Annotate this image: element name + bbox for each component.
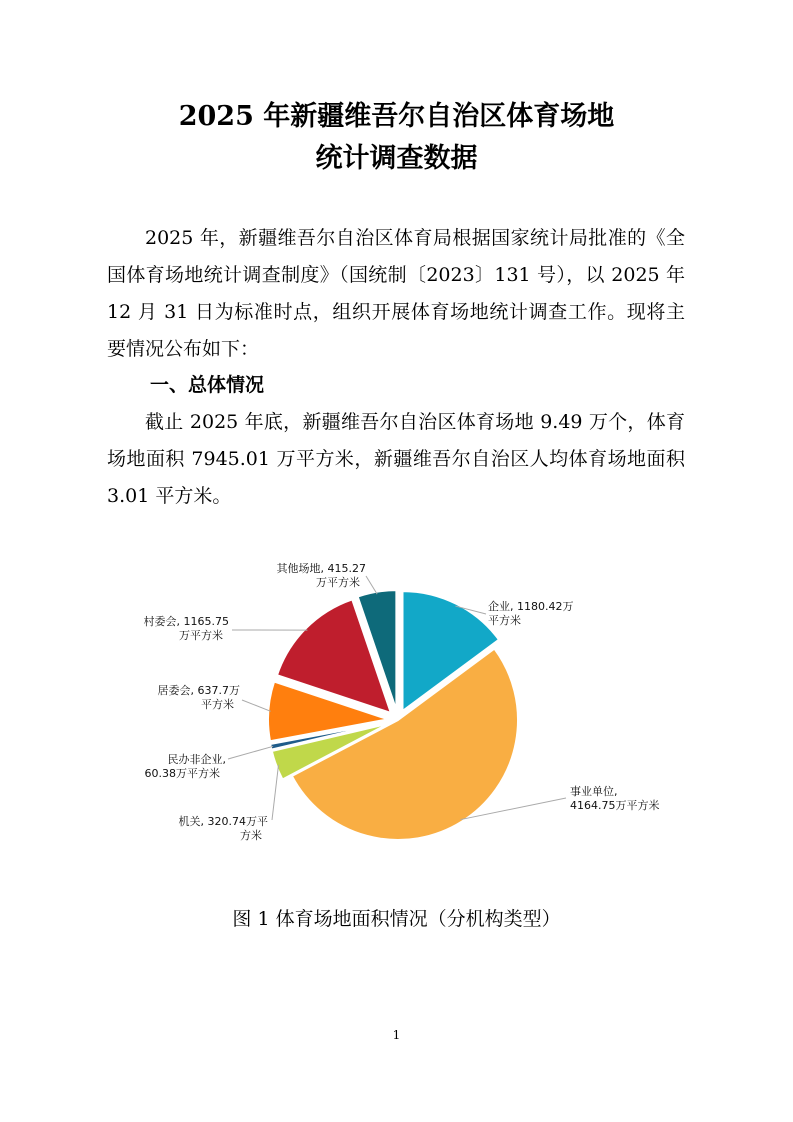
data-label-1: 企业, 1180.42万平方米 (488, 600, 574, 627)
data-label-6: 村委会, 1165.75 万平方米 (143, 615, 229, 642)
section1-body: 截止 2025 年底，新疆维吾尔自治区体育场地 9.49 万个，体育场地面积 7945.01 万平方米，新疆维吾尔自治区人均体育场地面积 3.01 平方米。 (107, 411, 685, 507)
leader-line-7 (366, 576, 377, 594)
pie-chart (100, 550, 700, 870)
data-label-2: 事业单位, 4164.75万平方米 (570, 785, 660, 812)
data-label-4: 民办非企业, 60.38万平方米 (144, 753, 226, 780)
data-label-7: 其他场地, 415.27 万平方米 (276, 562, 366, 589)
document-title-line1: 2025 年新疆维吾尔自治区体育场地 (178, 101, 615, 132)
data-label-3: 机关, 320.74万平方米 (178, 815, 268, 842)
intro-paragraph: 2025 年，新疆维吾尔自治区体育局根据国家统计局批准的《全国体育场地统计调查制度》（国统制〔2023〕131 号），以 2025 年 12 月 31 日为标准时点，组织开展体育场地统计调查工作。现将主要情况公布如下： (107, 227, 685, 360)
pie-slices (268, 590, 518, 840)
document-title-line2: 统计调查数据 (315, 143, 478, 174)
figure-caption: 图 1 体育场地面积情况（分机构类型） (232, 908, 561, 930)
leader-line-5 (242, 700, 271, 711)
section1-heading: 一、总体情况 (150, 374, 265, 396)
data-label-5: 居委会, 637.7万平方米 (157, 684, 240, 711)
leader-line-4 (228, 746, 273, 759)
leader-line-3 (272, 765, 279, 820)
page-number: 1 (392, 1028, 401, 1042)
